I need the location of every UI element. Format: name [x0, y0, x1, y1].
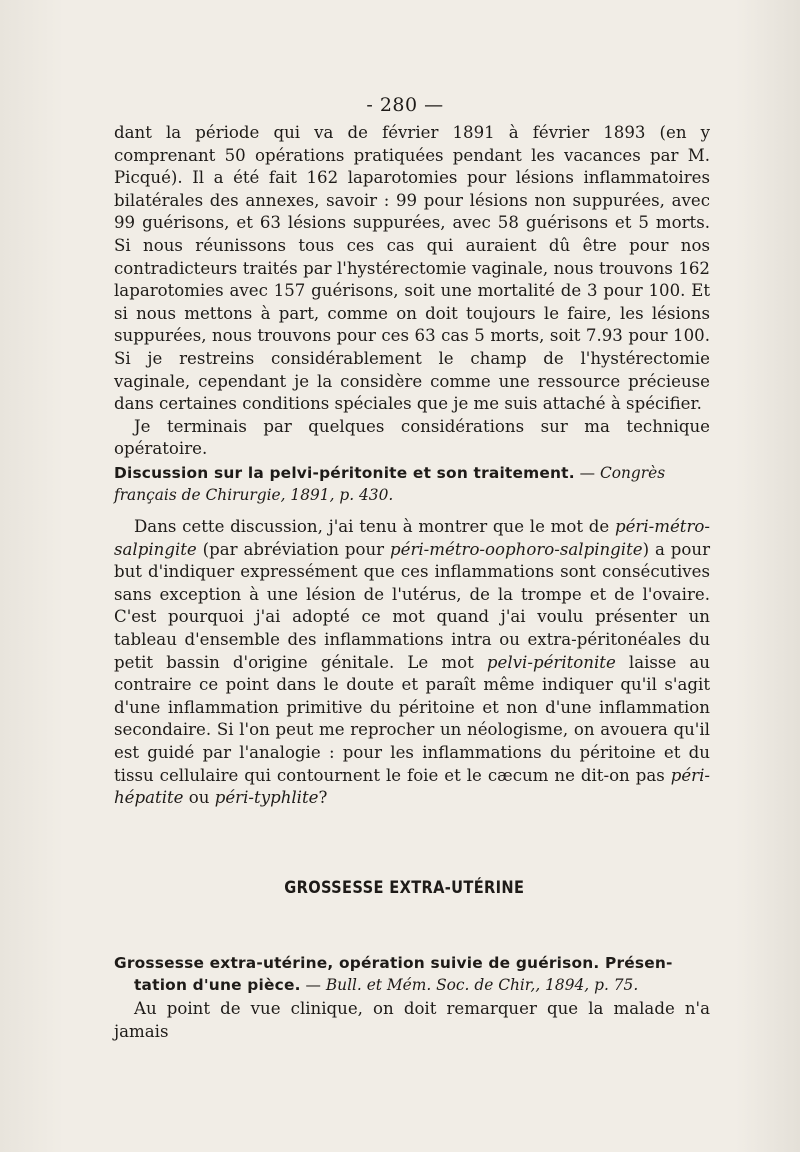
paragraph-1-closing: Je terminais par quelques considérations sur ma technique opératoire.: [114, 416, 710, 459]
term-peri-typhlite: péri-typhlite: [214, 788, 319, 808]
term-peri-metro-salpingite: péri-métro-salpingite: [114, 517, 710, 559]
term-peri-hepatite: péri-hépatite: [114, 765, 710, 808]
heading-1-reference: Congrès français de Chirurgie, 1891, p. 430.: [114, 464, 666, 504]
paragraph-2-text-6: ?: [318, 788, 328, 808]
paragraph-1-text: dant la période qui va de février 1891 à février 1893 (en y comprenant 50 opérations pratiquées pendant les vacances par M. Picqué). Il a été fait 162 laparotomies pour lésions inflammatoires bilatérales des annexes, savoir : 99 pour lésions non suppurées, avec 99 guérisons, et 63 lésions suppurées, avec 58 guérisons et 5 morts. Si nous réunissons tous ces cas qui auraient dû être pour nos contradicteurs traités par l'hystérectomie vaginale, nous trouvons 162 laparotomies avec 157 guérisons, soit une mortalité de 3 pour 100. Et si nous mettons à part, comme on doit toujours le faire, les lésions suppurées, nous trouvons pour ces 63 cas 5 morts, soit 7.93 pour 100. Si je restreins considérablement le champ de l'hystérectomie vaginale, cependant je la considère comme une ressource précieuse dans certaines conditions spéciales que je me suis attaché à spécifier.: [114, 123, 710, 414]
section-title: GROSSESSE EXTRA-UTÉRINE: [284, 878, 525, 898]
paragraph-2-text-2: (par abréviation pour: [196, 539, 390, 559]
heading-2-title-line-2: tation d'une pièce.: [134, 976, 301, 994]
paragraph-laparotomy-statistics: [114, 122, 710, 461]
paragraph-2-text-1: Dans cette discussion, j'ai tenu à montrer que le mot de: [134, 517, 615, 536]
heading-2-dash: —: [300, 976, 326, 994]
term-peri-metro-oophoro-salpingite: péri-métro-oophoro-salpingite: [390, 539, 643, 559]
page-number: - 280 —: [366, 94, 444, 116]
heading-pelvi-peritonite: [114, 462, 710, 506]
term-pelvi-peritonite: pelvi-péritonite: [486, 652, 616, 672]
paragraph-discussion: [114, 516, 710, 810]
paragraph-2-text-5: ou: [183, 788, 215, 808]
heading-1-dash: —: [574, 464, 600, 482]
paragraph-2-text-4: laisse au contraire ce point dans le doute et paraît même indiquer qu'il s'agit d'une inflammation primitive du péritoine et non d'une inflammation secondaire. Si l'on peut me reprocher un néologisme, on avouera qu'il est guidé par l'analogie : pour les inflammations du péritoine et du tissu cellulaire qui contournent le foie et le cæcum ne dit-on pas: [114, 652, 710, 785]
heading-grossesse: [114, 952, 710, 996]
heading-2-reference: Bull. et Mém. Soc. de Chir,, 1894, p. 75.: [325, 976, 639, 994]
paragraph-2-text-3: ) a pour but d'indiquer expressément que ces inflammations sont consécutives sans exception à une lésion de l'utérus, de la trompe et de l'ovaire. C'est pourquoi j'ai adopté ce mot quand j'ai voulu présenter un tableau d'ensemble des inflammations intra ou extra-péritonéales du petit bassin d'origine génitale. Le mot: [114, 539, 711, 672]
paragraph-clinical: Au point de vue clinique, on doit remarquer que la malade n'a jamais: [114, 999, 710, 1041]
heading-1-title: Discussion sur la pelvi-péritonite et son traitement.: [114, 464, 575, 482]
heading-2-line-2: [114, 974, 710, 996]
heading-2-title-line-1: Grossesse extra-utérine, opération suivie de guérison. Présen-: [114, 954, 673, 972]
